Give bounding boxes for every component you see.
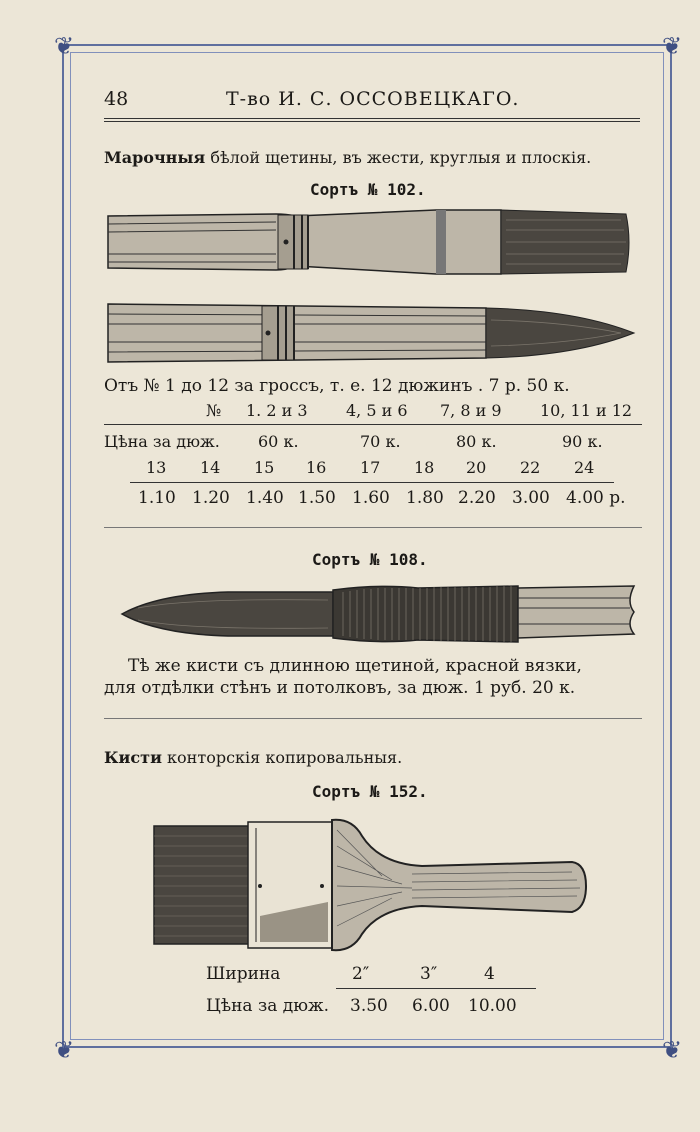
section-lead-text: бѣлой щетины, въ жести, круглыя и плоскія. (210, 148, 592, 167)
section-lead (104, 148, 591, 167)
gross-price-line: Отъ № 1 до 12 за гроссъ, т. е. 12 дюжинъ . 7 р. 50 к. (104, 376, 570, 396)
size-value: 15 (254, 458, 275, 477)
price-value: 1.80 (406, 488, 444, 508)
price-value: 1.20 (192, 488, 230, 508)
size-group: 7, 8 и 9 (440, 401, 502, 420)
group-price: 80 к. (456, 432, 497, 451)
table-rule (130, 482, 614, 483)
description-line: Тѣ же кисти съ длинною щетиной, красной вязки, (128, 656, 582, 676)
price-value: 3.50 (350, 996, 388, 1016)
size-value: 20 (466, 458, 487, 477)
round-brush-illustration (106, 300, 636, 366)
width-value: 2″ (352, 964, 370, 984)
price-value: 1.50 (298, 488, 336, 508)
group-price: 60 к. (258, 432, 299, 451)
table-rule (336, 988, 536, 989)
flat-brush-illustration (106, 206, 636, 280)
size-value: 24 (574, 458, 595, 477)
price-value: 4.00 р. (566, 488, 626, 508)
sort-label: Сортъ № 108. (312, 550, 428, 569)
size-group: 4, 5 и 6 (346, 401, 408, 420)
size-label: № (206, 401, 222, 420)
page-number: 48 (104, 88, 129, 110)
section-lead-bold: Марочныя (104, 148, 206, 167)
section-divider (104, 718, 642, 719)
ornament-icon: ❦ (53, 1036, 75, 1064)
description-line: для отдѣлки стѣнъ и потолковъ, за дюж. 1 руб. 20 к. (104, 678, 576, 698)
price-value: 1.10 (138, 488, 176, 508)
size-value: 13 (146, 458, 167, 477)
copy-brush-illustration (152, 816, 592, 952)
width-label: Ширина (206, 964, 281, 984)
price-label: Цѣна за дюж. (206, 996, 330, 1016)
section-lead-text: конторскія копировальныя. (167, 748, 403, 767)
ornament-icon: ❦ (661, 1036, 683, 1064)
ornament-icon: ❦ (661, 32, 683, 60)
header-rule (104, 121, 640, 122)
size-value: 16 (306, 458, 327, 477)
size-value: 17 (360, 458, 381, 477)
size-value: 18 (414, 458, 435, 477)
group-price: 70 к. (360, 432, 401, 451)
price-value: 10.00 (468, 996, 517, 1016)
width-value: 4 (484, 964, 495, 984)
price-value: 6.00 (412, 996, 450, 1016)
table-rule (104, 424, 642, 425)
price-value: 3.00 (512, 488, 550, 508)
ornament-icon: ❦ (53, 32, 75, 60)
price-value: 2.20 (458, 488, 496, 508)
sort-label: Сортъ № 102. (310, 180, 426, 199)
group-price: 90 к. (562, 432, 603, 451)
size-value: 22 (520, 458, 541, 477)
section-lead-bold: Кисти (104, 748, 162, 767)
width-value: 3″ (420, 964, 438, 984)
size-group: 10, 11 и 12 (540, 401, 633, 420)
price-value: 1.60 (352, 488, 390, 508)
section-lead (104, 748, 402, 767)
price-value: 1.40 (246, 488, 284, 508)
size-value: 14 (200, 458, 221, 477)
size-group: 1. 2 и 3 (246, 401, 308, 420)
page-title: Т-во И. С. ОССОВЕЦКАГО. (226, 88, 520, 110)
long-brush-illustration (118, 582, 638, 648)
price-label: Цѣна за дюж. (104, 432, 220, 451)
header-rule (104, 118, 640, 119)
section-divider (104, 527, 642, 528)
sort-label: Сортъ № 152. (312, 782, 428, 801)
